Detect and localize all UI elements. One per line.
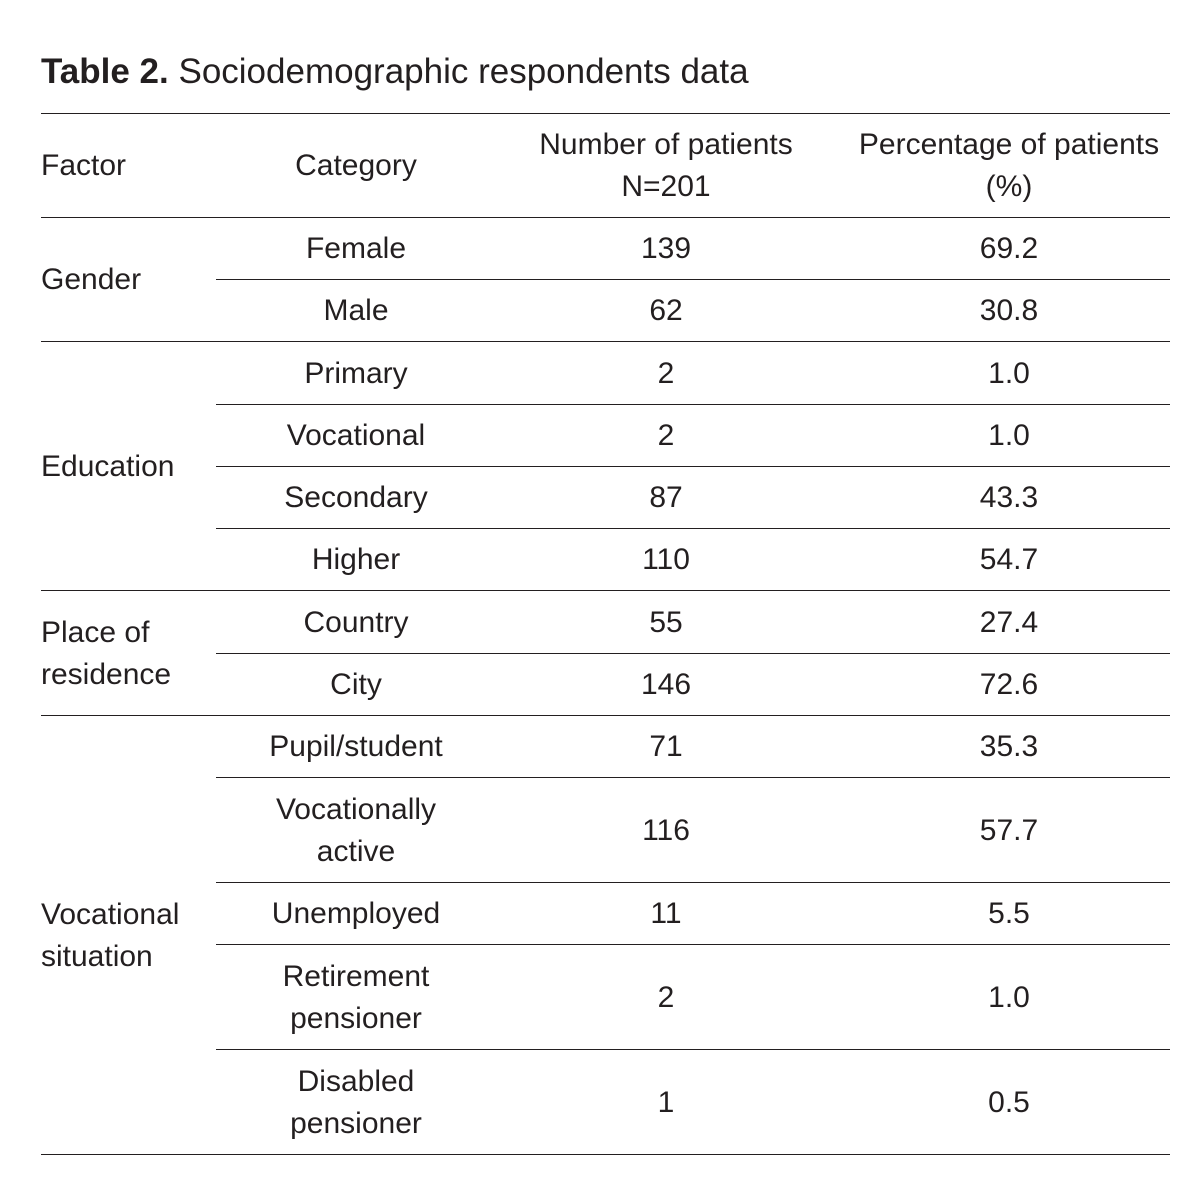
category-value: Vocational <box>286 419 426 452</box>
category-value: Male <box>323 294 389 327</box>
table-caption <box>41 50 749 94</box>
percentage-cell <box>848 778 1170 883</box>
category-value: Unemployed <box>271 897 441 930</box>
category-value: Disabled pensioner <box>290 1064 422 1140</box>
category-cell <box>216 529 496 591</box>
percentage-cell <box>848 342 1170 405</box>
header-category <box>216 114 496 218</box>
percentage-cell <box>848 405 1170 467</box>
category-cell <box>216 1050 496 1155</box>
category-cell <box>216 654 496 716</box>
number-value: 87 <box>649 481 683 514</box>
number-value: 2 <box>657 419 675 452</box>
header-factor-label: Factor <box>41 149 127 182</box>
number-cell <box>530 1050 802 1155</box>
number-cell <box>530 654 802 716</box>
row-divider <box>216 1049 1170 1050</box>
number-value: 62 <box>649 294 683 327</box>
percentage-value: 1.0 <box>988 356 1030 390</box>
header-factor <box>41 114 221 218</box>
factor-vocational <box>41 716 221 1155</box>
row-divider <box>216 528 1170 529</box>
number-cell <box>530 342 802 405</box>
category-cell <box>216 716 496 778</box>
category-cell <box>216 342 496 405</box>
percentage-value: 72.6 <box>979 668 1039 701</box>
category-value: Higher <box>311 543 401 576</box>
percentage-cell <box>848 467 1170 529</box>
percentage-cell <box>848 716 1170 778</box>
number-cell <box>530 529 802 591</box>
category-cell <box>216 945 496 1050</box>
factor-residence-label: Place of residence <box>41 615 172 691</box>
percentage-cell <box>848 654 1170 716</box>
category-value: Female <box>305 232 407 265</box>
header-percentage <box>848 114 1170 218</box>
factor-gender-label: Gender <box>41 263 142 296</box>
factor-vocational-label: Vocational situation <box>41 897 180 973</box>
category-value: Secondary <box>284 481 428 514</box>
category-value: Pupil/student <box>269 730 443 763</box>
number-value: 11 <box>650 897 682 930</box>
percentage-cell <box>848 280 1170 342</box>
number-cell <box>530 467 802 529</box>
category-value: Country <box>303 605 409 639</box>
factor-education-label: Education <box>41 449 175 483</box>
factor-residence <box>41 591 221 716</box>
row-divider <box>216 466 1170 467</box>
category-value: Retirement pensioner <box>282 959 430 1035</box>
number-value: 2 <box>657 356 675 390</box>
number-cell <box>530 883 802 945</box>
percentage-cell <box>848 945 1170 1050</box>
number-value: 110 <box>642 543 690 576</box>
percentage-value: 1.0 <box>988 980 1030 1014</box>
table-title: Sociodemographic respondents data <box>178 52 749 91</box>
percentage-value: 69.2 <box>979 232 1039 265</box>
number-cell <box>530 218 802 280</box>
row-divider <box>216 777 1170 778</box>
percentage-cell <box>848 1050 1170 1155</box>
category-value: City <box>330 668 382 701</box>
header-rule <box>41 217 1170 218</box>
percentage-value: 27.4 <box>979 605 1039 639</box>
factor-gender <box>41 218 221 342</box>
table-number: Table 2. <box>41 52 169 91</box>
category-cell <box>216 280 496 342</box>
percentage-cell <box>848 883 1170 945</box>
factor-education <box>41 342 221 591</box>
number-cell <box>530 591 802 654</box>
percentage-value: 57.7 <box>979 813 1039 847</box>
category-cell <box>216 218 496 280</box>
number-cell <box>530 716 802 778</box>
category-cell <box>216 467 496 529</box>
number-value: 139 <box>640 232 692 265</box>
percentage-value: 30.8 <box>979 294 1039 327</box>
header-number <box>530 114 802 218</box>
category-cell <box>216 778 496 883</box>
group-divider <box>41 715 1170 716</box>
number-cell <box>530 280 802 342</box>
number-value: 71 <box>649 730 683 763</box>
percentage-value: 54.7 <box>979 543 1039 576</box>
number-cell <box>530 778 802 883</box>
category-cell <box>216 405 496 467</box>
group-divider <box>41 590 1170 591</box>
header-category-label: Category <box>295 149 417 182</box>
percentage-value: 0.5 <box>988 1085 1030 1119</box>
category-cell <box>216 883 496 945</box>
group-divider <box>41 341 1170 342</box>
number-cell <box>530 945 802 1050</box>
percentage-value: 5.5 <box>988 897 1030 930</box>
table-top-rule <box>41 113 1170 114</box>
row-divider <box>216 404 1170 405</box>
number-value: 2 <box>657 980 675 1014</box>
category-cell <box>216 591 496 654</box>
percentage-value: 1.0 <box>988 419 1030 452</box>
number-cell <box>530 405 802 467</box>
header-number-label: Number of patients N=201 <box>539 128 793 203</box>
percentage-value: 43.3 <box>979 481 1039 514</box>
percentage-value: 35.3 <box>979 730 1039 763</box>
category-value: Vocationally active <box>275 792 437 868</box>
number-value: 55 <box>649 605 683 639</box>
category-value: Primary <box>304 356 408 390</box>
row-divider <box>216 944 1170 945</box>
percentage-cell <box>848 218 1170 280</box>
number-value: 1 <box>657 1085 675 1119</box>
table-bottom-rule <box>41 1154 1170 1155</box>
row-divider <box>216 882 1170 883</box>
header-percentage-label: Percentage of patients (%) <box>858 128 1160 203</box>
number-value: 116 <box>642 813 690 847</box>
percentage-cell <box>848 591 1170 654</box>
percentage-cell <box>848 529 1170 591</box>
row-divider <box>216 653 1170 654</box>
number-value: 146 <box>640 668 692 701</box>
row-divider <box>216 279 1170 280</box>
